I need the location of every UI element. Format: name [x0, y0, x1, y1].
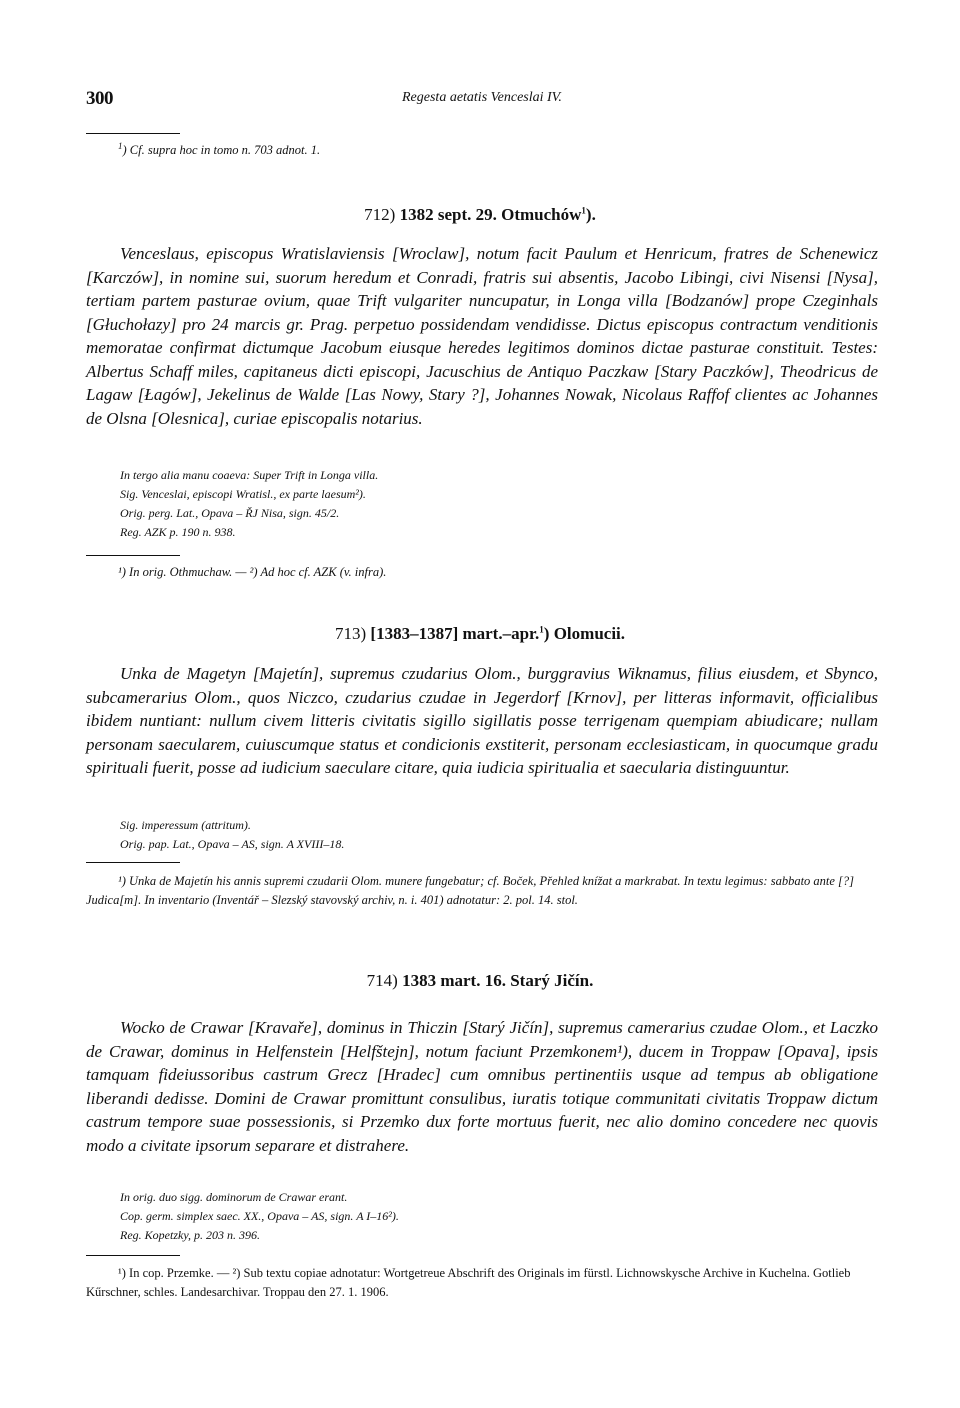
entry-712-regest: Venceslaus, episcopus Wratislaviensis [Wroclaw], notum facit Paulum et Henricum, fratres de Schenewicz [Karczów], in nomine sui, suorum heredum et Conradi, fratris sui absentis, Jacobo Libingi, civi Nisensi [Nysa], tertiam partem pasturae ovium, quae Trift vulgariter nuncupatur, in Longa villa [Bodzanów] prope Czeginhals [Głuchołazy] pro 24 marcis gr. Prag. perpetuo possidendam vendidisse. Dictus episcopus contractum venditionis memoratae confirmat dictumque Jacobum eiusque heredes legitimos dominos dictae pasturae constituit. Testes: Albertus Schaff miles, capitaneus dicti episcopi, Jacuschius de Antiquo Paczkaw [Stary Paczków], Theodricus de Lagaw [Łagów], Jekelinus de Walde [Las Nowy, Stary ?], Johannes Nowak, Nicolaus Raffof clientes ac Johannes de Olsna [Olesnica], curiae episcopalis notarius.	[86, 244, 878, 428]
note-line: Sig. Venceslai, episcopi Wratisl., ex parte laesum²).	[120, 487, 366, 501]
footnote-rule	[86, 1255, 180, 1256]
entry-713-heading: 713) [1383–1387] mart.–apr.$^1$) Olomucii.	[334, 624, 626, 643]
note-line: Reg. Kopetzky, p. 203 n. 396.	[120, 1228, 260, 1242]
entry-714-notes	[120, 1188, 878, 1245]
footnote-rule	[86, 555, 180, 556]
note-line: In orig. duo sigg. dominorum de Crawar erant.	[120, 1190, 348, 1204]
note-line: Cop. germ. simplex saec. XX., Opava – AS, sign. A I–16²).	[120, 1209, 399, 1223]
entry-712-notes	[120, 466, 878, 542]
footnote-rule	[86, 862, 180, 863]
entry-714-regest: Wocko de Crawar [Kravaře], dominus in Thiczin [Starý Jičín], supremus camerarius czudae Olom., et Laczko de Crawar, dominus in Helfenstein [Helfštejn], notum faciunt Przemkonem¹), ducem in Troppaw [Opava], ipsis tamquam fideiussoribus castrum Grecz [Hradec] cum omnibus pertinentiis usque ad tempus ab obligatione liberandi dedisse. Domini de Crawar promittunt consulibus, iuratis totique communitati civitatis Troppaw dictum castrum tempore suae possessionis, si Przemko dux forte mortuus fuerit, nec alio domino concedere nec quovis modo a civitate ipsorum separare et distrahere.	[86, 1018, 878, 1155]
entry-714-heading: 714) 1383 mart. 16. Starý Jičín.	[366, 971, 594, 990]
entry-713-footnote: ¹) Unka de Majetín his annis supremi czudarii Olom. munere fungebatur; cf. Boček, Přehled knížat a markrabat. In textu legimus: sabbato ante [?] Judica[m]. In inventario (Inventář – Slezský stavovský archiv, n. i. 401) adnotatur: 2. pol. 14. stol.	[86, 874, 855, 907]
footnote-rule	[86, 133, 180, 134]
page-header	[86, 88, 878, 112]
note-line: In tergo alia manu coaeva: Super Trift in Longa villa.	[120, 468, 379, 482]
note-line: Reg. AZK p. 190 n. 938.	[120, 525, 236, 539]
running-title: Regesta aetatis Venceslai IV.	[402, 90, 562, 105]
top-footnote: $^1$) Cf. supra hoc in tomo n. 703 adnot. 1.	[118, 140, 321, 157]
note-line: Orig. pap. Lat., Opava – AS, sign. A XVIII–18.	[120, 837, 345, 851]
entry-712-footnote: ¹) In orig. Othmuchaw. — ²) Ad hoc cf. AZK (v. infra).	[118, 565, 387, 579]
entry-713-notes	[120, 816, 878, 854]
top-footnote-text: Cf. supra hoc in tomo n. 703 adnot. 1.	[129, 143, 321, 157]
entry-714-footnote: ¹) In cop. Przemke. — ²) Sub textu copiae adnotatur: Wortgetreue Abschrift des Originals im fürstl. Lichnowskysche Archive in Kuchelna. Gotlieb Kűrschner, schles. Landesarchivar. Troppau den 27. 1. 1906.	[86, 1266, 851, 1299]
note-line: Orig. perg. Lat., Opava – ŘJ Nisa, sign. 45/2.	[120, 506, 340, 520]
page-number: 300	[86, 88, 113, 109]
entry-713-regest: Unka de Magetyn [Majetín], supremus czudarius Olom., burggravius Wiknamus, filius eiusdem, et Sbynco, subcamerarius Olom., quos Niczco, czudarius czudae in Jegerdorf [Krnov], per litteras informavit, officialibus ibidem nuntiant: nullum civem litteris civitatis sigillo sigillatis posse terrigenam quempiam abiudicare; nullam personam saecularem, cuiuscumque status et condicionis exstiterit, personam ecclesiasticam, in quocumque gradu spirituali fuerit, posse ad iudicium saeculare citare, quia iudicia spiritualia et saecularia distinguuntur.	[86, 664, 878, 777]
note-line: Sig. imperessum (attritum).	[120, 818, 251, 832]
entry-712-heading: 712) 1382 sept. 29. Otmuchów$^1$).	[364, 205, 596, 224]
